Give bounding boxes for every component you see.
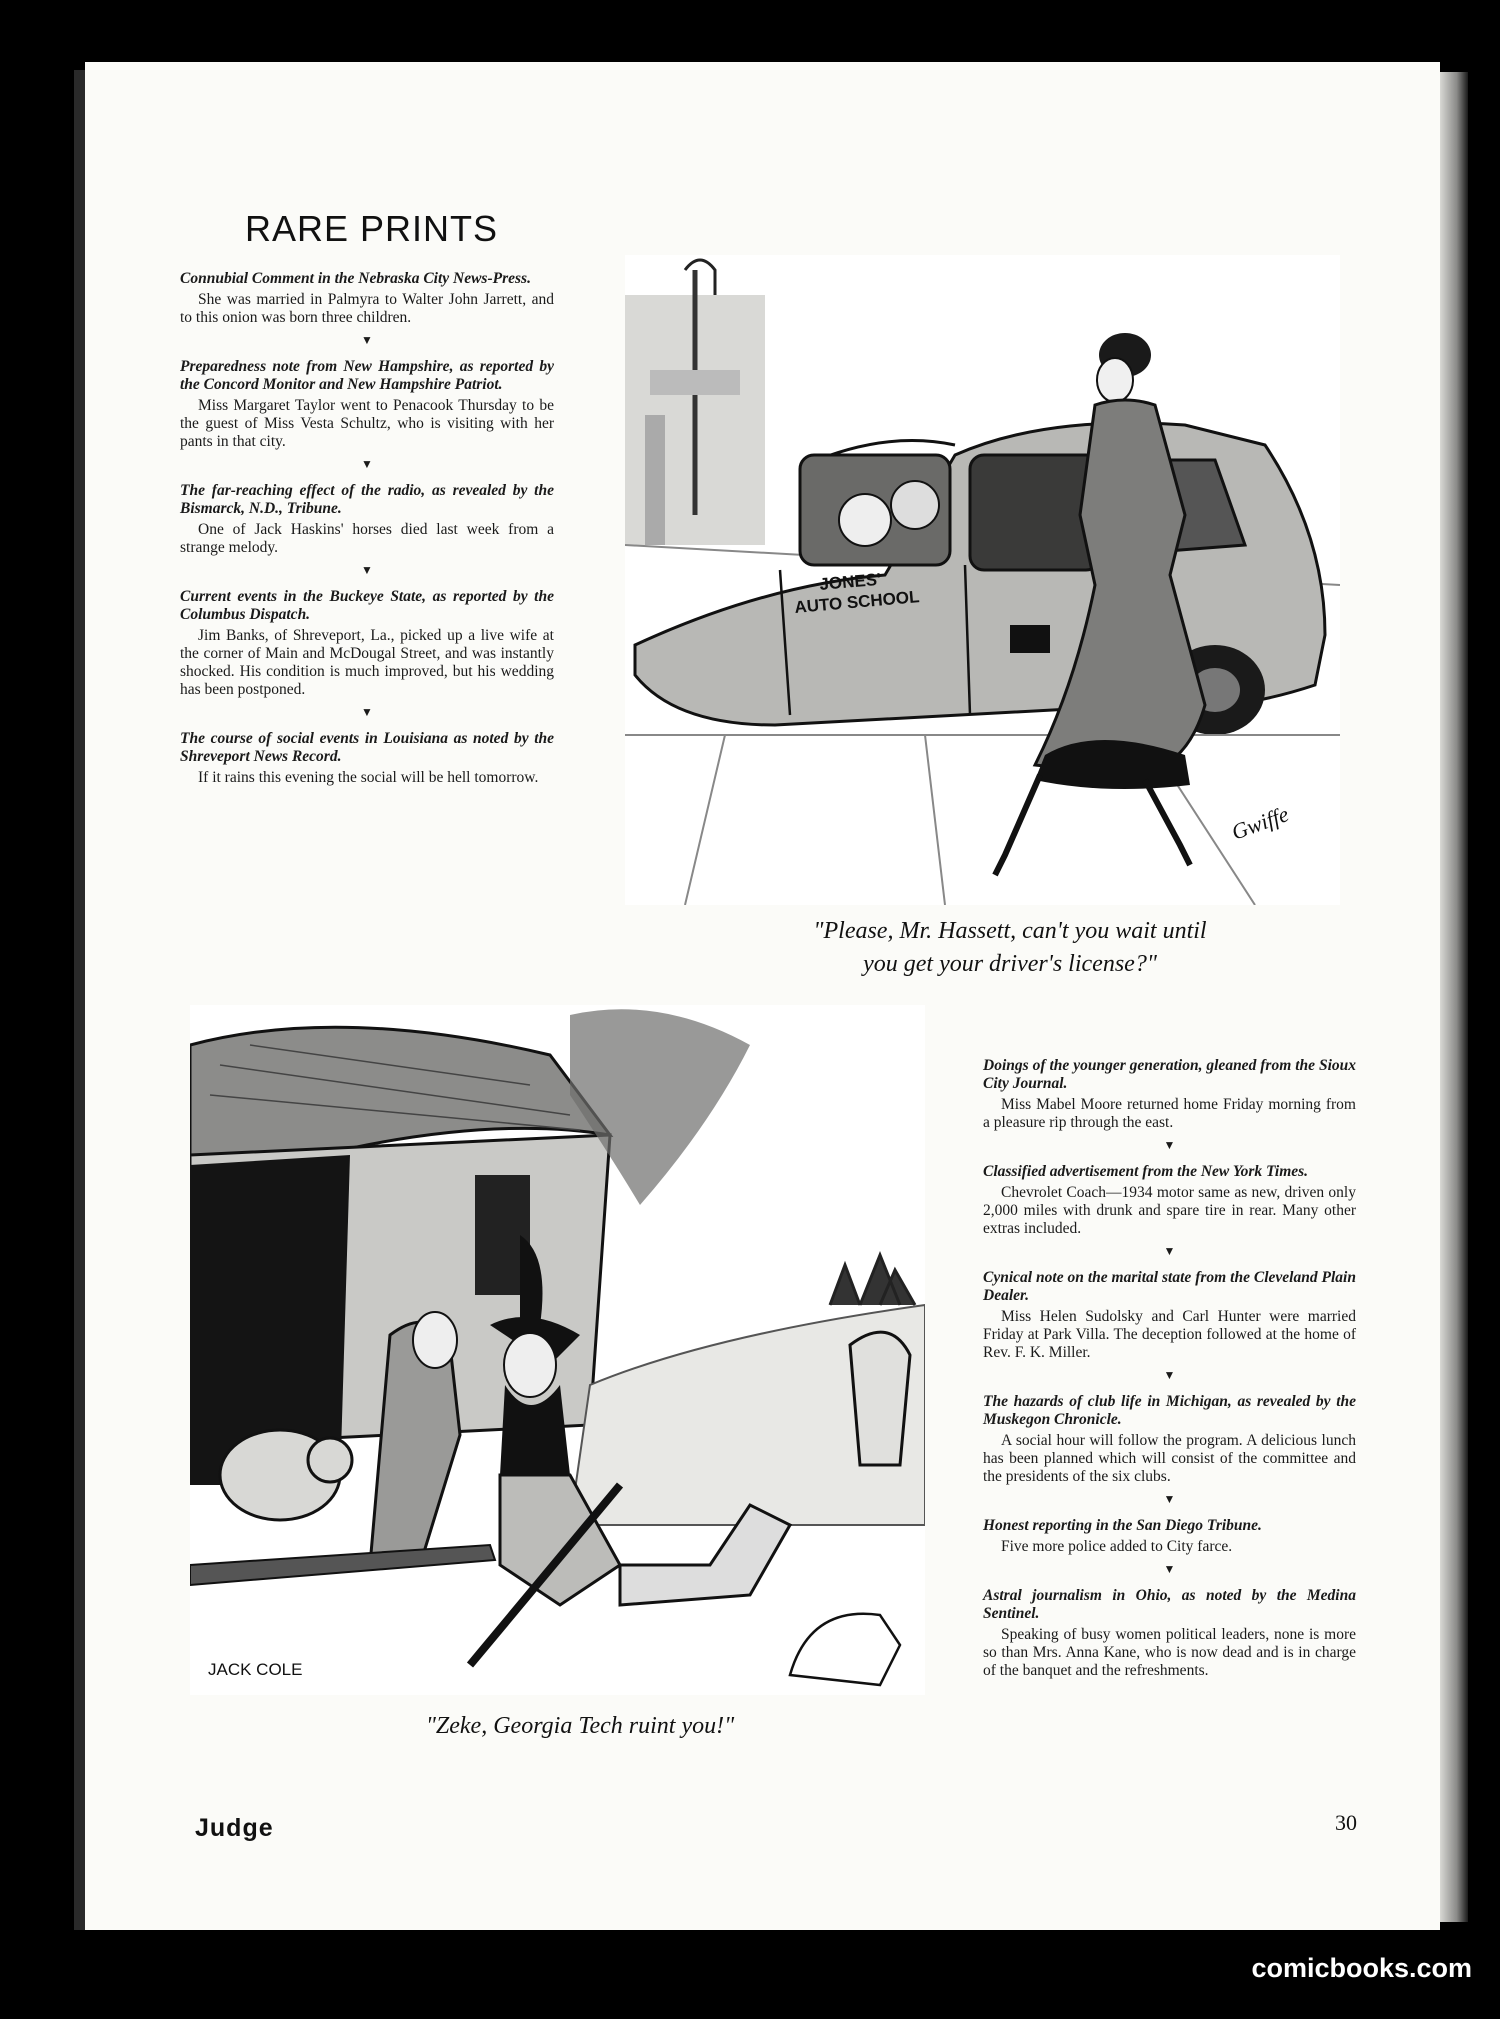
news-item-body: Chevrolet Coach—1934 motor same as new, driven only 2,000 miles with drunk and spare tire in rear. Many other extras included.	[983, 1184, 1356, 1237]
separator-triangle-icon: ▼	[1163, 1562, 1176, 1576]
cartoon-top-illustration	[625, 255, 1340, 905]
news-item-heading: Doings of the younger generation, gleaned from the Sioux City Journal.	[983, 1057, 1356, 1092]
separator-triangle-icon: ▼	[361, 457, 373, 471]
news-item	[983, 1163, 1356, 1238]
news-item-body: One of Jack Haskins' horses died last week from a strange melody.	[180, 521, 554, 556]
news-item	[180, 730, 554, 787]
separator-triangle-icon: ▼	[361, 563, 373, 577]
cartoon-top-caption-line1: "Please, Mr. Hassett, can't you wait until	[813, 918, 1207, 944]
news-item-heading: The course of social events in Louisiana as noted by the Shreveport News Record.	[180, 730, 554, 765]
separator-triangle-icon: ▼	[1163, 1244, 1176, 1258]
news-item-heading: Astral journalism in Ohio, as noted by the Medina Sentinel.	[983, 1587, 1356, 1622]
cartoon-top-signature: Gwiffe	[1228, 801, 1292, 845]
news-item-body: Jim Banks, of Shreveport, La., picked up a live wife at the corner of Main and McDougal Street, and was instantly shocked. His condition is much improved, but his wedding has been postponed.	[180, 627, 554, 698]
page-title: RARE PRINTS	[245, 208, 499, 249]
news-item	[180, 270, 554, 327]
news-item	[180, 588, 554, 699]
news-item	[983, 1269, 1356, 1362]
right-column	[983, 1057, 1356, 1680]
separator-triangle-icon: ▼	[1163, 1492, 1176, 1506]
news-item-heading: Connubial Comment in the Nebraska City News-Press.	[180, 270, 531, 287]
news-item	[983, 1587, 1356, 1680]
separator-triangle-icon: ▼	[361, 333, 373, 347]
news-item-body: She was married in Palmyra to Walter John Jarrett, and to this onion was born three children.	[180, 291, 554, 326]
news-item-heading: Preparedness note from New Hampshire, as reported by the Concord Monitor and New Hampshire Patriot.	[180, 358, 554, 393]
news-item-heading: Current events in the Buckeye State, as reported by the Columbus Dispatch.	[180, 588, 554, 623]
separator-triangle-icon: ▼	[361, 705, 373, 719]
news-item-body: Miss Mabel Moore returned home Friday morning from a pleasure rip through the east.	[983, 1096, 1356, 1131]
page-number: 30	[1335, 1810, 1357, 1835]
magazine-name: Judge	[195, 1814, 274, 1842]
news-item-body: Miss Margaret Taylor went to Penacook Thursday to be the guest of Miss Vesta Schultz, who is visiting with her pants in that city.	[180, 397, 554, 450]
news-item	[180, 358, 554, 451]
car-door-line1: JONES'	[818, 569, 882, 594]
site-watermark: comicbooks.com	[1251, 1953, 1472, 1983]
separator-triangle-icon: ▼	[1163, 1368, 1176, 1382]
news-item	[983, 1057, 1356, 1132]
news-item-body: Miss Helen Sudolsky and Carl Hunter were married Friday at Park Villa. The deception followed at the home of Rev. F. K. Miller.	[983, 1308, 1356, 1361]
news-item-body: Five more police added to City farce.	[1001, 1538, 1233, 1555]
cartoon-top-caption-line2: you get your driver's license?"	[863, 951, 1157, 977]
cartoon-top-caption	[700, 915, 1320, 981]
cartoon-bottom-illustration	[190, 1005, 925, 1695]
news-item-heading: Honest reporting in the San Diego Tribune.	[983, 1517, 1262, 1534]
news-item-body: If it rains this evening the social will be hell tomorrow.	[198, 769, 539, 786]
news-item	[180, 482, 554, 557]
news-item-heading: Classified advertisement from the New York Times.	[983, 1163, 1309, 1180]
news-item-heading: The hazards of club life in Michigan, as revealed by the Muskegon Chronicle.	[983, 1393, 1356, 1428]
left-column	[180, 270, 554, 787]
news-item-body: Speaking of busy women political leaders, none is more so than Mrs. Anna Kane, who is now dead and is in charge of the banquet and the refreshments.	[983, 1626, 1356, 1679]
next-page-edge	[1440, 72, 1468, 1922]
news-item	[983, 1393, 1356, 1486]
cartoon-bottom-signature: JACK COLE	[208, 1660, 303, 1679]
news-item	[983, 1517, 1356, 1556]
car-door-line2: AUTO SCHOOL	[793, 587, 921, 617]
news-item-body: A social hour will follow the program. A delicious lunch has been planned which will consist of the committee and the presidents of the six clubs.	[983, 1432, 1356, 1485]
news-item-heading: Cynical note on the marital state from the Cleveland Plain Dealer.	[983, 1269, 1356, 1304]
news-item-heading: The far-reaching effect of the radio, as revealed by the Bismarck, N.D., Tribune.	[180, 482, 554, 517]
separator-triangle-icon: ▼	[1163, 1138, 1176, 1152]
cartoon-bottom-caption: "Zeke, Georgia Tech ruint you!"	[425, 1713, 735, 1739]
